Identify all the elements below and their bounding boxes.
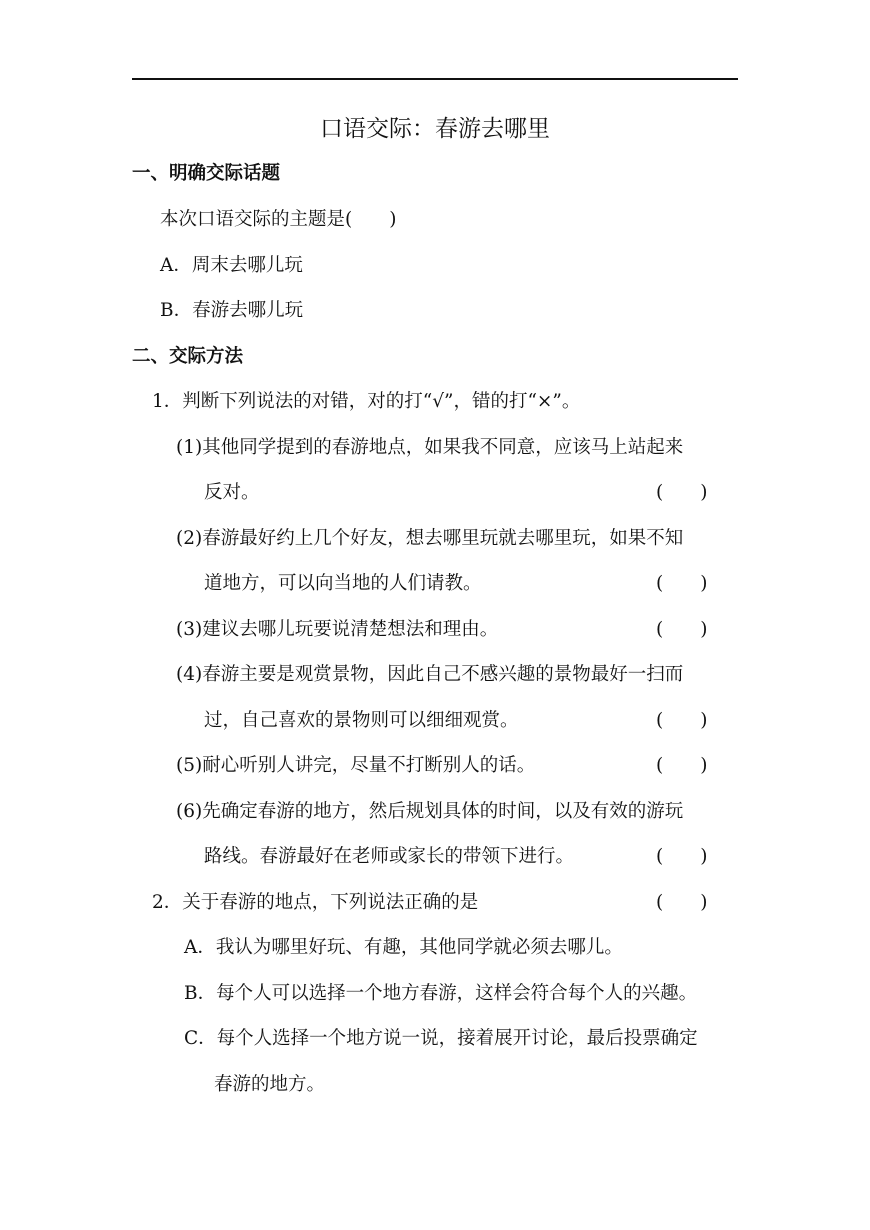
q1-item-3-line1: (3)建议去哪儿玩要说清楚想法和理由。 xyxy=(176,619,499,640)
q1-item-1-answer-paren: ( ) xyxy=(656,482,708,503)
q1-item-1-line1: (1)其他同学提到的春游地点，如果我不同意，应该马上站起来 xyxy=(176,437,684,458)
q2-option-b: B．每个人可以选择一个地方春游，这样会符合每个人的兴趣。 xyxy=(184,983,698,1004)
q1-item-2-line2: 道地方，可以向当地的人们请教。 xyxy=(204,573,482,594)
q2-option-c-line2: 春游的地方。 xyxy=(214,1074,326,1095)
q1-item-2-line1: (2)春游最好约上几个好友，想去哪里玩就去哪里玩，如果不知 xyxy=(176,528,684,549)
q1-item-2-answer-paren: ( ) xyxy=(656,573,708,594)
q1-item-4-line2: 过，自己喜欢的景物则可以细细观赏。 xyxy=(204,710,519,731)
q1-item-4-line1: (4)春游主要是观赏景物，因此自己不感兴趣的景物最好一扫而 xyxy=(176,664,684,685)
q1-item-6-line1: (6)先确定春游的地方，然后规划具体的时间，以及有效的游玩 xyxy=(176,801,684,822)
q1-item-5-line1: (5)耐心听别人讲完，尽量不打断别人的话。 xyxy=(176,755,536,776)
section2-heading: 二、交际方法 xyxy=(132,346,244,367)
q1-prompt: 1．判断下列说法的对错，对的打“√”，错的打“×”。 xyxy=(152,391,581,412)
q1-item-6-line2: 路线。春游最好在老师或家长的带领下进行。 xyxy=(204,846,575,867)
q2-answer-paren: ( ) xyxy=(656,892,708,913)
q1-item-4-answer-paren: ( ) xyxy=(656,710,708,731)
section1-option-a: A．周末去哪儿玩 xyxy=(160,255,303,276)
q1-item-5-answer-paren: ( ) xyxy=(656,755,708,776)
q2-option-a: A．我认为哪里好玩、有趣，其他同学就必须去哪儿。 xyxy=(184,937,623,958)
section1-question: 本次口语交际的主题是( ) xyxy=(160,209,397,230)
q2-prompt: 2．关于春游的地点，下列说法正确的是 xyxy=(152,892,479,913)
top-rule xyxy=(132,78,738,80)
page-title: 口语交际：春游去哪里 xyxy=(320,116,550,142)
q1-item-6-answer-paren: ( ) xyxy=(656,846,708,867)
section1-heading: 一、明确交际话题 xyxy=(132,163,281,184)
q2-option-c-line1: C．每个人选择一个地方说一说，接着展开讨论，最后投票确定 xyxy=(184,1028,698,1049)
section1-option-b: B．春游去哪儿玩 xyxy=(160,300,304,321)
q1-item-1-line2: 反对。 xyxy=(204,482,260,503)
q1-item-3-answer-paren: ( ) xyxy=(656,619,708,640)
